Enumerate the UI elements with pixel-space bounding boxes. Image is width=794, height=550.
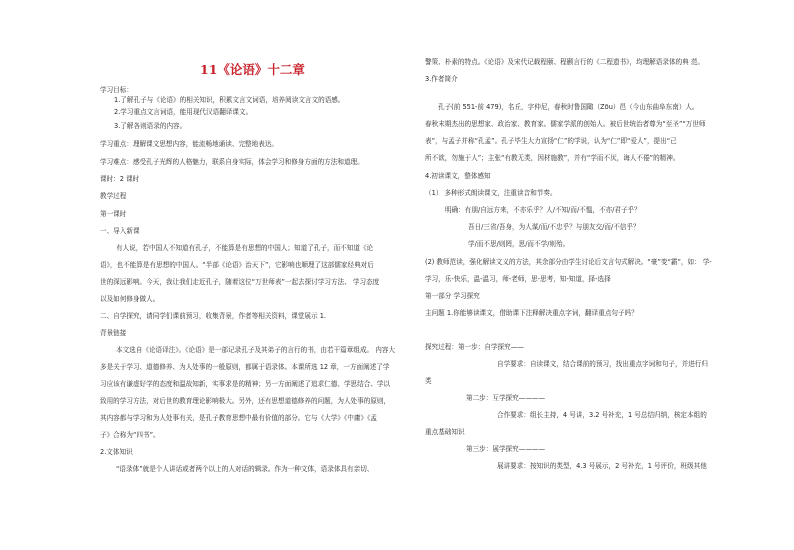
main-question: 主问题 1.你能够读课文，借助课下注释解决重点字词，翻译重点句子吗？ xyxy=(425,309,638,317)
intro-p4: 以及如何修身做人。 xyxy=(100,295,160,303)
read-heading: 4.初读课文，整体感知 xyxy=(425,172,491,180)
background-p5: 其内容都与学习和为人处事有关，是孔子教育思想中最有价值的部分。它与《大学》《中庸》《孟 xyxy=(100,414,377,422)
read-example-3: 学/而不思/则罔，思/而不学/则殆。 xyxy=(468,240,570,248)
author-p1: 孔子(前 551-前 479)，名丘，字仲尼，春秋时鲁国陬（Zōu）邑（今山东曲阜东南）人。 xyxy=(438,103,699,111)
intro-heading: 一、导入新课 xyxy=(100,227,140,235)
step-1-requirement: 自学要求：自读课文，结合课前的预习，找出重点字词和句子，并进行归 xyxy=(497,360,708,368)
step-3-requirement: 展讲要求：按知识的类型，4.3 号展示，2 号补充，1 号评价，班级其他 xyxy=(497,462,707,470)
read-example-2: 吾日/三省/吾身，为人谋/而/不忠乎？与朋友交/而/不信乎？ xyxy=(468,223,640,231)
background-p3: 习应该有谦虚好学的态度和温故知新，实事求是的精神；另一方面阐述了追求仁德、学思结合、学以 xyxy=(100,380,391,388)
step-1-heading: 探究过程：第一步：自学探究—— xyxy=(425,343,524,351)
read-sub-1: （1） 多种形式朗读课文，注重读音和节奏。 xyxy=(425,189,557,197)
step-2-heading: 第二步：互学探究———— xyxy=(466,394,546,402)
read-sub-2b: 学习，乐-快乐，温-温习，师-老师，思-思考，知-知道，择-选择 xyxy=(425,275,611,283)
difficulty: 学习难点：感受孔子光辉的人格魅力，联系自身实际，体会学习和修身方面的方法和道理。 xyxy=(100,158,364,166)
background-p1: 本文选自《论语译注》。《论语》是一部记录孔子及其弟子的言行的书，由若干篇章组成。 内容大 xyxy=(116,346,396,354)
key-point: 学习重点：理解课文思想内容，能流畅地诵读、完整地表达。 xyxy=(100,140,279,148)
self-study: 二、自学探究，请同学们课前预习，收集背景，作者等相关资料，课堂展示 1. xyxy=(100,312,326,320)
author-p3: 表”，与孟子并称“孔孟”。孔子毕生大力宣扬“仁”的学说，认为“仁”即“爱人”，提出“己 xyxy=(425,137,677,145)
page-title: 11《论语》十二章 xyxy=(200,62,305,77)
author-p2: 春秋末期杰出的思想家、政治家、教育家。儒家学派的创始人。被后世统治者尊为“至圣”“万世师 xyxy=(425,120,706,128)
step-2-requirement: 合作要求：组长主持，4 号讲，3.2 号补充，1 号总结归纳，核定本组的 xyxy=(497,411,707,419)
step-1-requirement-2: 类 xyxy=(425,377,432,385)
genre-p1: “语录体”就是个人讲话或者两个以上的人对话的辑录。作为一种文体，语录体具有亲切、 xyxy=(116,465,374,473)
first-lesson: 第一课时 xyxy=(100,210,127,218)
goal-3: 3.了解各则语录的内容。 xyxy=(114,122,187,130)
goal-1: 1.了解孔子与《论语》的相关知识，积累文言文词语，培养阅读文言文的语感。 xyxy=(114,96,345,104)
intro-p2: 语》，也不能算是有思想的中国人。“半部《论语》治天下”，它影响也顺理了这部儒家经典对后 xyxy=(100,261,374,269)
read-sub-2: (2) 教师范读，强化解读文义的方法，其余部分由学生讨论后文言句式解决。“豪”变“霸”，如： 学- xyxy=(425,258,712,266)
process-heading: 教学过程 xyxy=(100,192,127,200)
goal-2: 2.学习重点文言词语，能用现代汉语翻译课文。 xyxy=(114,108,253,116)
background-p6: 子》合称为“四书”。 xyxy=(100,431,160,439)
author-heading: 3.作者简介 xyxy=(425,75,458,83)
background-p2: 多是关于学习、道德修养、为人处事的一般原则，都属于语录体。本课所选 12 章，一方面阐述了学 xyxy=(100,363,390,371)
background-p4: 致用的学习方法，对后世的教育理论影响极大。另外，还有思想道德修养的问题，为人处事的原则， xyxy=(100,397,391,405)
genre-continued: 警策、朴素的特点。《论语》及宋代记载程颐、程颢言行的《二程遗书》，均理解语录体的典 范。 xyxy=(425,58,705,66)
intro-p3: 世的深远影响。今天，我让我们走近孔子，随着这位“万世师表”一起去探讨学习方法、 学习态度 xyxy=(100,278,380,286)
intro-p1: 有人说，若中国人不知道有孔子，不能算是有思想的中国人；知道了孔子，而不知道《论 xyxy=(116,244,374,252)
background-heading: 背景链接 xyxy=(100,329,127,337)
class-hours: 课时：2 课时 xyxy=(100,175,140,183)
step-3-heading: 第三步：展学探究———— xyxy=(466,445,546,453)
step-2-requirement-2: 重点基础知识 xyxy=(425,428,465,436)
genre-heading: 2.文体知识 xyxy=(100,448,133,456)
author-p4: 所不欲，勿施于人”；主张“有教无类，因材施教”，并有“学而不厌，诲人不倦”的精神。 xyxy=(425,154,680,162)
goals-heading: 学习目标： xyxy=(100,86,133,94)
part-1-heading: 第一部分 学习探究 xyxy=(425,292,480,300)
read-answer: 明确：有朋/自远方来，不亦乐乎？人/不知/而/不愠，不亦/君子乎？ xyxy=(445,206,641,214)
